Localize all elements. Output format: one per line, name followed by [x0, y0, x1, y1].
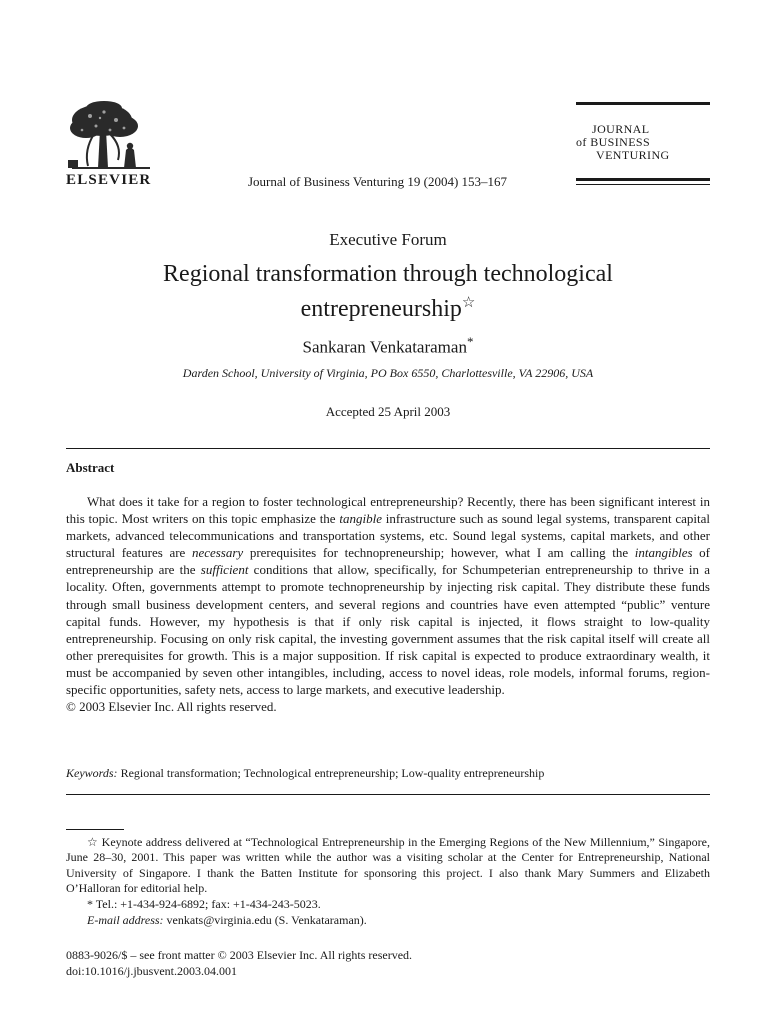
author-name: Sankaran Venkataraman: [302, 337, 467, 357]
abstract-text: prerequisites for technopreneurship; however, what I am calling the: [243, 545, 635, 561]
journal-logo-line1: JOURNAL: [592, 122, 650, 136]
accepted-date: Accepted 25 April 2003: [325, 404, 451, 419]
doi-link[interactable]: doi:10.1016/j.jbusvent.2003.04.001: [66, 964, 237, 978]
journal-logo: [576, 102, 710, 186]
abstract-emphasis: necessary: [191, 545, 244, 561]
author-footnote-mark[interactable]: *: [466, 334, 474, 349]
abstract-copyright: © 2003 Elsevier Inc. All rights reserved.: [66, 699, 277, 715]
author-line: [0, 334, 768, 358]
author-affiliation: Darden School, University of Virginia, PO Box 6550, Charlottesville, VA 22906, USA: [182, 366, 594, 380]
journal-logo-top-rule: [576, 102, 710, 105]
issn-line: 0883-9026/$ – see front matter © 2003 Elsevier Inc. All rights reserved.: [66, 948, 413, 962]
title-footnote-mark[interactable]: ☆: [461, 295, 476, 311]
elsevier-tree-logo: [64, 100, 156, 174]
footnote-contact-text: Tel.: +1-434-924-6892; fax: +1-434-243-5023.: [95, 897, 321, 911]
journal-logo-bottom-thin-rule: [576, 184, 710, 185]
abstract-emphasis: tangible: [339, 511, 382, 527]
journal-logo-line2: of BUSINESS: [576, 135, 651, 149]
email-address[interactable]: venkats@virginia.edu (S. Venkataraman).: [166, 913, 367, 927]
footnote-contact: [66, 897, 710, 912]
abstract-emphasis: sufficient: [200, 562, 249, 578]
keywords-text: Regional transformation; Technological entrepreneurship; Low-quality entrepreneurship: [120, 766, 545, 780]
journal-citation: Journal of Business Venturing 19 (2004) 153–167: [248, 174, 508, 189]
abstract-text: conditions that allow, specifically, for Schumpeterian entrepreneurship to thrive in a locality. Often, governments attempt to promote technopreneurship by injecting risk capital. They distribute these funds through small business development centers, and several regions and countries have even attempted “public” venture capital funds. However, my hypothesis is that if only risk capital is injected, it flows straight to low-quality entrepreneurship. Focusing on only risk capital, the investing government assumes that the risk capital itself will create all other prerequisites for growth. This is a major supposition. If risk capital is expected to produce extraordinary wealth, it must be accompanied by seven other intangibles, including, access to novel ideas, role models, informal forums, region-specific opportunities, safety nets, access to large markets, and executive leadership.: [66, 562, 710, 698]
journal-logo-line3: VENTURING: [596, 148, 670, 162]
footnote-star-mark: ☆: [87, 835, 99, 849]
abstract-body: [66, 493, 710, 715]
keywords-label: Keywords:: [66, 766, 118, 780]
keywords-line: [66, 766, 544, 781]
abstract-text: What does it take for a region to foster technological entrepreneurship? Recently, there has been significant interest in this topic. Most writers on this topic emphasize the: [66, 494, 710, 527]
footnote-asterisk-mark: *: [87, 897, 93, 911]
email-label: E-mail address:: [87, 913, 164, 927]
footnote-keynote: [66, 835, 710, 897]
journal-logo-bottom-rule: [576, 178, 710, 181]
abstract-heading: Abstract: [66, 460, 115, 475]
section-label: Executive Forum: [329, 230, 447, 249]
abstract-bottom-rule: [66, 794, 710, 795]
abstract-text: infrastructure such as sound legal systems, transparent capital markets, advanced telecommunications and transportation systems, etc. Sound legal systems, capital markets, and other structural features are: [66, 511, 710, 561]
abstract-text: of entrepreneurship are the: [66, 545, 710, 578]
footnote-keynote-text: Keynote address delivered at “Technological Entrepreneurship in the Emerging Regions of the New Millennium,” Singapore, June 28–30, 2001. This paper was written while the author was a visiting scholar at the Center for Entrepreneurship, National University of Singapore. I thank the Batten Institute for sponsoring this project. I also thank Mary Summers and Elizabeth O’Halloran for editorial help.: [66, 835, 710, 896]
footnote-email: [66, 913, 710, 928]
article-title: [110, 260, 666, 324]
publisher-name: ELSEVIER: [66, 172, 152, 188]
article-title-text: Regional transformation through technological entrepreneurship: [163, 261, 613, 322]
abstract-emphasis: intangibles: [634, 545, 693, 561]
abstract-top-rule: [66, 448, 710, 449]
footnote-separator: [66, 829, 124, 830]
